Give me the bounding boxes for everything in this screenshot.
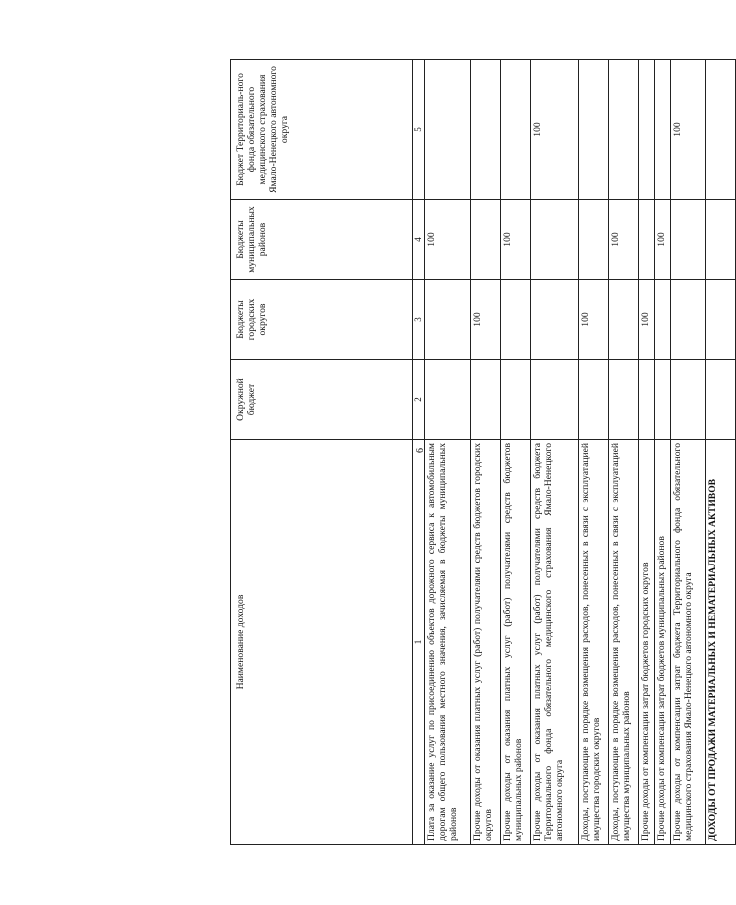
value-cell (501, 60, 531, 200)
value-cell: 100 (609, 200, 639, 280)
value-cell (671, 280, 706, 360)
header-revenue-name: Наименование доходов (231, 440, 413, 845)
value-cell (531, 360, 579, 440)
value-cell (471, 60, 501, 200)
value-cell: 100 (425, 200, 471, 280)
header-municipal-budgets: Бюджеты муниципальных районов (231, 200, 413, 280)
value-cell (639, 360, 655, 440)
value-cell (425, 360, 471, 440)
value-cell: 100 (639, 280, 655, 360)
column-number: 1 (413, 440, 425, 845)
value-cell (655, 280, 671, 360)
table-row (609, 60, 639, 845)
header-city-budgets: Бюджеты городских округов (231, 280, 413, 360)
value-cell (706, 200, 736, 280)
column-number: 3 (413, 280, 425, 360)
value-cell: 100 (671, 60, 706, 200)
revenue-name-cell: Прочие доходы от компенсации затрат бюджетов городских округов (639, 440, 655, 845)
value-cell: 100 (501, 200, 531, 280)
value-cell (579, 200, 609, 280)
value-cell (425, 280, 471, 360)
revenue-table-container (230, 60, 718, 845)
table-row-section-heading (706, 60, 736, 845)
revenue-name-cell: Прочие доходы от оказания платных услуг (работ) получателями средств бюджета Территориального фонда обязательного медицинского страхования Ямало-Ненецкого автономного округа (531, 440, 579, 845)
value-cell (531, 200, 579, 280)
revenue-name-cell: Прочие доходы от компенсации затрат бюджетов муниципальных районов (655, 440, 671, 845)
value-cell (471, 200, 501, 280)
value-cell (609, 60, 639, 200)
value-cell: 100 (471, 280, 501, 360)
table-row (531, 60, 579, 845)
value-cell (501, 360, 531, 440)
revenue-name-cell: Доходы, поступающие в порядке возмещения расходов, понесенных в связи с эксплуатацией имущества городских округов (579, 440, 609, 845)
value-cell (471, 360, 501, 440)
value-cell (579, 60, 609, 200)
value-cell (609, 280, 639, 360)
page-number: 6 (415, 448, 426, 453)
revenue-name-cell: Прочие доходы от компенсации затрат бюджета Территориального фонда обязательного медицинского страхования Ямало-Ненецкого автономного округа (671, 440, 706, 845)
value-cell (671, 200, 706, 280)
revenue-distribution-table (230, 59, 736, 845)
table-header-row (231, 60, 413, 845)
table-row (425, 60, 471, 845)
header-medical-fund-budget: Бюджет Территориаль-ного фонда обязательного медицинского страхования Ямало-Ненецкого автономного округа (231, 60, 413, 200)
table-row (671, 60, 706, 845)
value-cell (706, 280, 736, 360)
value-cell (579, 360, 609, 440)
column-number-row (413, 60, 425, 845)
value-cell (655, 360, 671, 440)
revenue-name-cell: Прочие доходы от оказания платных услуг (работ) получателями средств бюджетов муниципальных районов (501, 440, 531, 845)
revenue-section-heading: ДОХОДЫ ОТ ПРОДАЖИ МАТЕРИАЛЬНЫХ И НЕМАТЕРИАЛЬНЫХ АКТИВОВ (706, 440, 736, 845)
header-regional-budget: Окружной бюджет (231, 360, 413, 440)
table-row (639, 60, 655, 845)
value-cell: 100 (531, 60, 579, 200)
column-number: 2 (413, 360, 425, 440)
value-cell (655, 60, 671, 200)
table-row (579, 60, 609, 845)
value-cell (706, 360, 736, 440)
value-cell (531, 280, 579, 360)
revenue-name-cell: Доходы, поступающие в порядке возмещения расходов, понесенных в связи с эксплуатацией имущества муниципальных районов (609, 440, 639, 845)
value-cell (425, 60, 471, 200)
revenue-name-cell: Прочие доходы от оказания платных услуг (работ) получателями средств бюджетов городских округов (471, 440, 501, 845)
table-row (655, 60, 671, 845)
column-number: 5 (413, 60, 425, 200)
table-row (471, 60, 501, 845)
value-cell (501, 280, 531, 360)
value-cell (706, 60, 736, 200)
value-cell: 100 (579, 280, 609, 360)
value-cell (609, 360, 639, 440)
revenue-name-cell: Плата за оказание услуг по присоединению объектов дорожного сервиса к автомобильным дорогам общего пользования местного значения, зачисляемая в бюджеты муниципальных районов (425, 440, 471, 845)
value-cell (639, 200, 655, 280)
value-cell: 100 (655, 200, 671, 280)
table-row (501, 60, 531, 845)
column-number: 4 (413, 200, 425, 280)
value-cell (639, 60, 655, 200)
value-cell (671, 360, 706, 440)
